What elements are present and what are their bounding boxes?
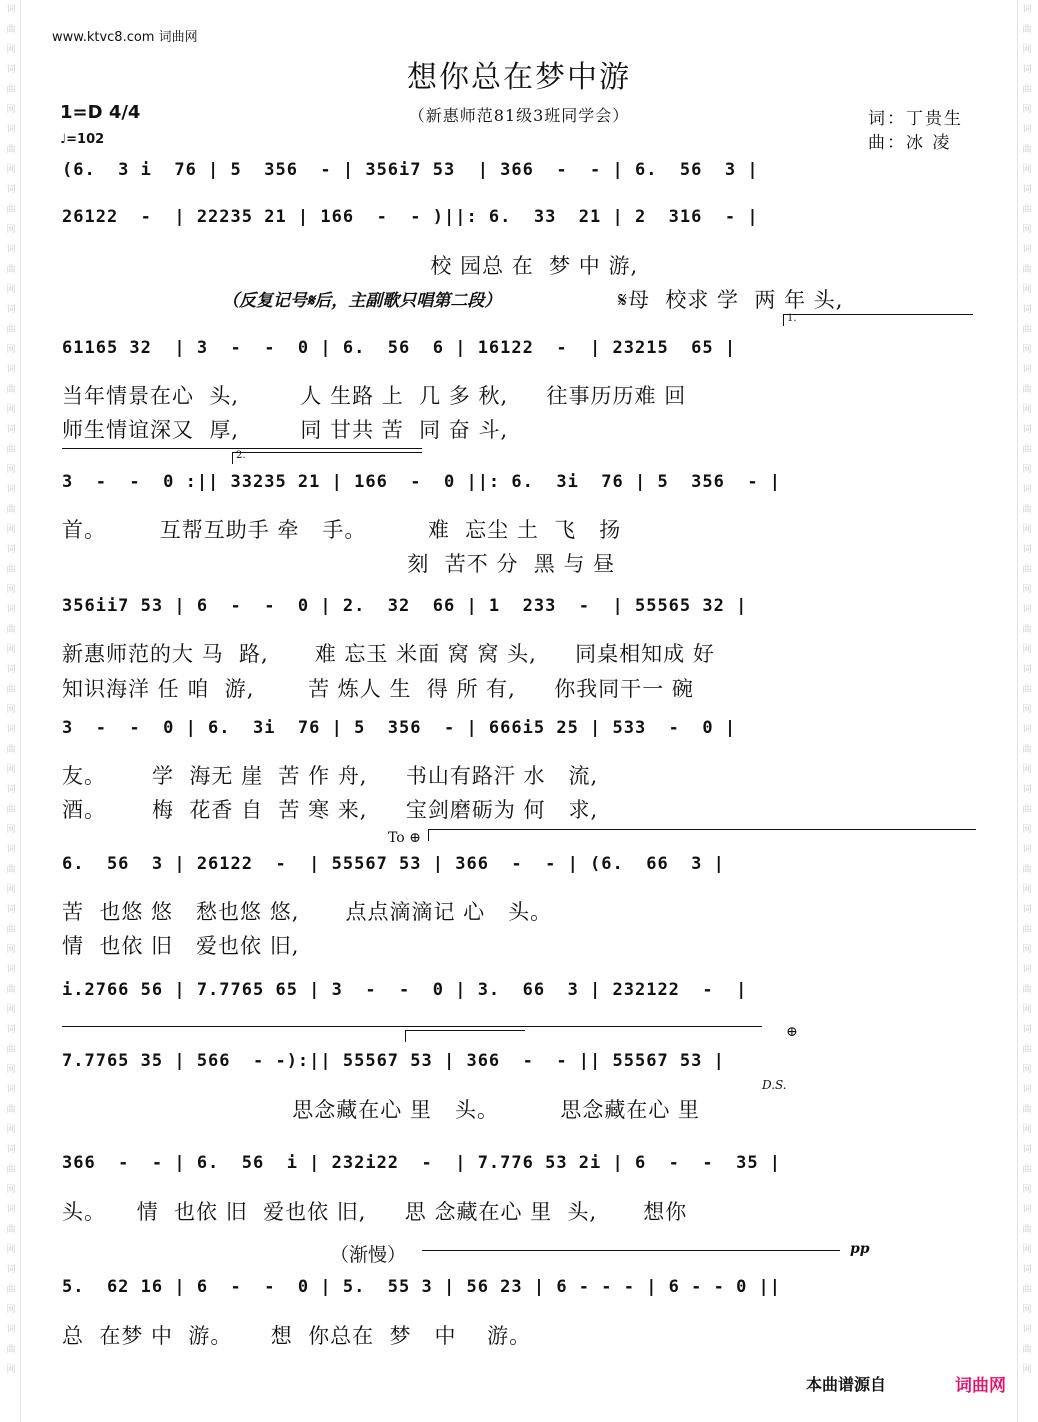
notation-row-1: (6. 3 i 76 | 5 356 - | 356i7 53 | 366 - - | 6. 56 3 | (62, 160, 759, 180)
ritardando-line (422, 1250, 840, 1251)
lyric-line: 刻 苦不 分 黑 与 昼 (62, 552, 616, 576)
lyric-line: 情 也依 旧 爱也依 旧, (62, 934, 300, 958)
footer-source-label: 本曲谱源自 (806, 1375, 887, 1394)
lyric-line: 思念藏在心 里 头。 思念藏在心 里 (62, 1098, 701, 1122)
notation-row-9: 7.7765 35 | 566 - -):|| 55567 53 | 366 - - || 55567 53 | (62, 1051, 725, 1071)
footer-logo[interactable]: 词曲网 (955, 1376, 1006, 1396)
notation-row-8: i.2766 56 | 7.7765 65 | 3 - - 0 | 3. 66 3 | 232122 - | (62, 980, 748, 1000)
ending-2-bracket-b (405, 1030, 525, 1031)
right-border-line (1017, 0, 1018, 1422)
page-subtitle: （新惠师范81级3班同学会） (408, 106, 630, 125)
lyric-line: 酒。 梅 花香 自 苦 寒 来, 宝剑磨砺为 何 求, (62, 798, 599, 822)
ending-1-bracket (783, 314, 973, 315)
left-watermark: 词曲网词曲网词曲网词曲网词曲网词曲网词曲网词曲网词曲网词曲网词曲网词曲网词曲网词曲网词曲网词曲网词曲网词曲网词曲网词曲网词曲网词曲网词曲网 (6, 5, 16, 1375)
ending-1-continue (62, 448, 422, 449)
pianissimo-mark: pp (850, 1241, 870, 1257)
lyric-line: 苦 也悠 悠 愁也悠 悠, 点点滴滴记 心 头。 (62, 900, 553, 924)
lyric-line: 新惠师范的大 马 路, 难 忘玉 米面 窝 窝 头, 同桌相知成 好 (62, 642, 715, 666)
notation-row-5: 356ii7 53 | 6 - - 0 | 2. 32 66 | 1 233 - | 55565 32 | (62, 596, 748, 616)
ending-2-tick-b (405, 1030, 406, 1042)
lyric-line: 友。 学 海无 崖 苦 作 舟, 书山有路汗 水 流, (62, 764, 599, 788)
composer-credit: 曲：冰 凌 (868, 133, 952, 153)
ending-2-label: 2. (236, 450, 246, 461)
lyric-line: 首。 互帮互助手 牵 手。 难 忘尘 土 飞 扬 (62, 518, 622, 542)
lyric-line: 头。 情 也依 旧 爱也依 旧, 思 念藏在心 里 头, 想你 (62, 1200, 688, 1224)
ending-2-tick (232, 452, 233, 464)
key-signature: 1=D 4/4 (60, 102, 141, 123)
to-coda-mark: To ⊕ (388, 830, 421, 846)
page-title: 想你总在梦中游 (407, 60, 631, 95)
dal-segno-mark: D.S. (762, 1078, 787, 1092)
right-watermark: 词曲网词曲网词曲网词曲网词曲网词曲网词曲网词曲网词曲网词曲网词曲网词曲网词曲网词曲网词曲网词曲网词曲网词曲网词曲网词曲网词曲网词曲网词曲网 (1022, 5, 1032, 1375)
notation-row-7: 6. 56 3 | 26122 - | 55567 53 | 366 - - | (6. 66 3 | (62, 854, 725, 874)
lyric-line: 𝄋母 校求 学 两 年 头, (618, 288, 844, 312)
lyric-line: 师生情谊深又 厚, 同 甘共 苦 同 奋 斗, (62, 418, 509, 442)
ritardando-mark: （渐慢） (330, 1244, 407, 1266)
notation-row-4: 3 - - 0 :|| 33235 21 | 166 - 0 ||: 6. 3i 76 | 5 356 - | (62, 472, 782, 492)
lyric-line: 校 园总 在 梦 中 游, (62, 254, 639, 278)
ending-2-bracket (232, 452, 422, 453)
tempo-marking: ♩=102 (60, 132, 105, 147)
header-url[interactable]: www.ktvc8.com 词曲网 (52, 30, 198, 45)
ending-1-tick-b (428, 829, 429, 841)
notation-row-10: 366 - - | 6. 56 i | 232i22 - | 7.776 53 2i | 6 - - 35 | (62, 1153, 782, 1173)
ending-1-label: 1. (787, 313, 797, 324)
notation-row-11: 5. 62 16 | 6 - - 0 | 5. 55 3 | 56 23 | 6 - - - | 6 - - 0 || (62, 1277, 782, 1297)
ending-1-continue-b (62, 1026, 762, 1027)
ending-1-tick (783, 314, 784, 326)
ending-1-bracket-b (428, 829, 976, 830)
left-border-line (20, 0, 21, 1422)
coda-mark: ⊕ (786, 1024, 798, 1040)
repeat-instruction: （反复记号𝄋后，主副歌只唱第二段） (222, 291, 502, 311)
notation-row-2: 26122 - | 22235 21 | 166 - - )||: 6. 33 21 | 2 316 - | (62, 207, 759, 227)
notation-row-3: 61165 32 | 3 - - 0 | 6. 56 6 | 16122 - | 23215 65 | (62, 338, 737, 358)
notation-row-6: 3 - - 0 | 6. 3i 76 | 5 356 - | 666i5 25 | 533 - 0 | (62, 718, 737, 738)
lyric-line: 总 在梦 中 游。 想 你总在 梦 中 游。 (62, 1324, 532, 1348)
lyric-line: 当年情景在心 头, 人 生路 上 几 多 秋, 往事历历难 回 (62, 384, 687, 408)
lyricist-credit: 词：丁贵生 (868, 109, 963, 129)
lyric-line: 知识海洋 任 咱 游, 苦 炼人 生 得 所 有, 你我同干一 碗 (62, 677, 694, 701)
